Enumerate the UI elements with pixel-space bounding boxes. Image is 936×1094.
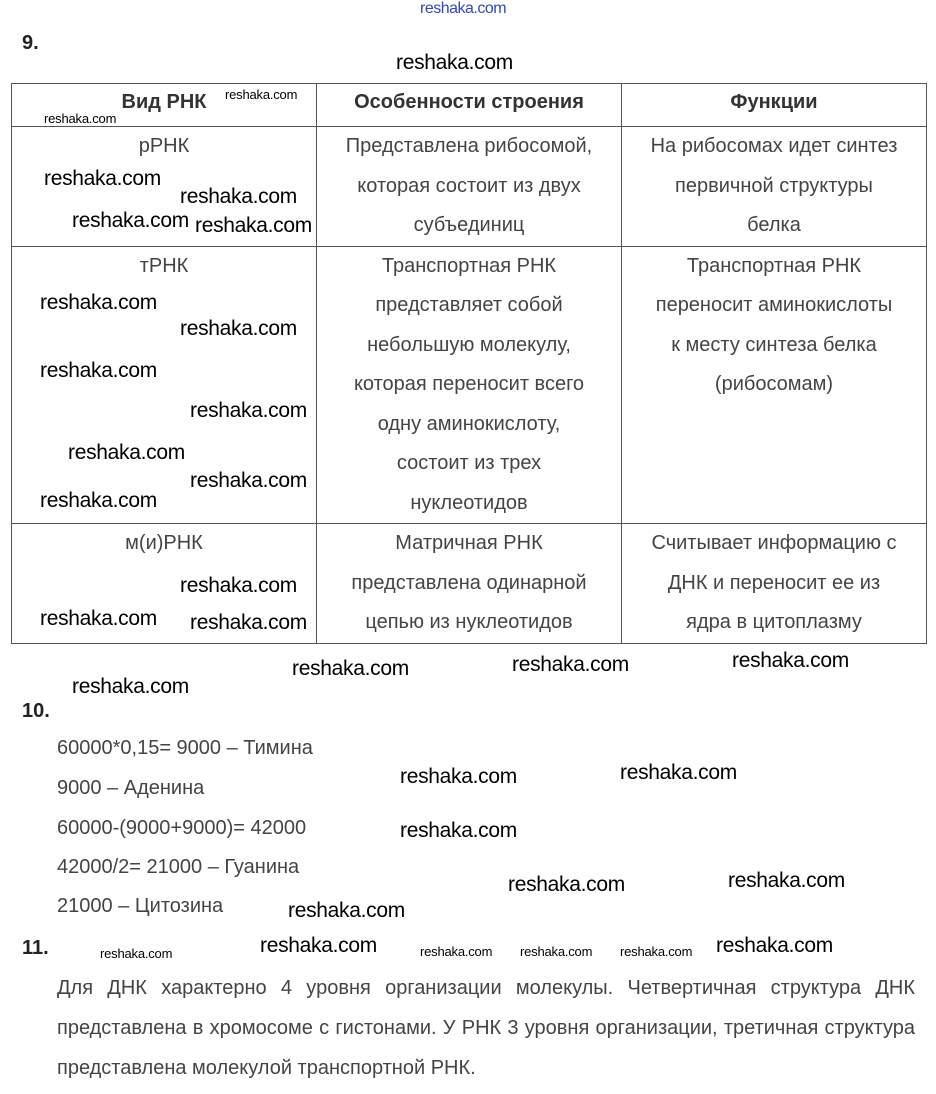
watermark: reshaka.com bbox=[620, 944, 693, 959]
cell-line: одну аминокислоту, bbox=[377, 412, 561, 435]
watermark: reshaka.com bbox=[620, 761, 737, 784]
task-9-number: 9. bbox=[22, 32, 39, 54]
cell-line: Транспортная РНК bbox=[381, 254, 557, 277]
watermark: reshaka.com bbox=[40, 489, 157, 512]
watermark: reshaka.com bbox=[44, 167, 161, 190]
cell-line: представлена одинарной bbox=[351, 571, 587, 594]
watermark: reshaka.com bbox=[508, 873, 625, 896]
cell-line: небольшую молекулу, bbox=[367, 333, 571, 356]
task-11-answer: Для ДНК характерно 4 уровня организации молекулы. Четвертичная структура ДНК представлена в хромосоме с гистонами. У РНК 3 уровня организации, третичная структура представлена молекулой транспортной РНК. bbox=[57, 977, 915, 1079]
cell-line: белка bbox=[747, 214, 801, 236]
watermark: reshaka.com bbox=[732, 649, 849, 672]
cell-line: Представлена рибосомой, bbox=[345, 135, 593, 157]
watermark: reshaka.com bbox=[40, 359, 157, 382]
cell-line: ядра в цитоплазму bbox=[686, 611, 862, 633]
watermark: reshaka.com bbox=[728, 869, 845, 892]
watermark: reshaka.com bbox=[288, 899, 405, 922]
cell-structure bbox=[317, 524, 622, 644]
cell-functions bbox=[622, 127, 927, 247]
cell-line: Транспортная РНК bbox=[686, 254, 862, 277]
watermark: reshaka.com bbox=[400, 819, 517, 842]
cell-line: субъединиц bbox=[413, 214, 525, 236]
cell-functions bbox=[622, 524, 927, 644]
watermark: reshaka.com bbox=[100, 946, 173, 961]
watermark: reshaka.com bbox=[400, 765, 517, 788]
cell-line: к месту синтеза белка bbox=[671, 333, 877, 356]
watermark: reshaka.com bbox=[68, 441, 185, 464]
cell-structure bbox=[317, 127, 622, 247]
calc-line: 9000 – Аденина bbox=[57, 777, 205, 799]
watermark: reshaka.com bbox=[420, 944, 493, 959]
header-rna-type: Вид РНК bbox=[12, 84, 317, 127]
cell-line: Считывает информацию с bbox=[651, 532, 897, 554]
watermark: reshaka.com bbox=[292, 657, 409, 680]
cell-line: нуклеотидов bbox=[410, 491, 528, 514]
watermark: reshaka.com bbox=[396, 51, 513, 74]
cell-line: цепью из нуклеотидов bbox=[365, 611, 573, 633]
cell-line: первичной структуры bbox=[675, 174, 873, 197]
watermark: reshaka.com bbox=[225, 87, 298, 102]
watermark: reshaka.com bbox=[190, 469, 307, 492]
watermark: reshaka.com bbox=[520, 944, 593, 959]
cell-line: которая переносит всего bbox=[353, 373, 585, 395]
watermark: reshaka.com bbox=[195, 214, 312, 237]
cell-line: м(и)РНК bbox=[125, 532, 203, 554]
cell-line: которая состоит из двух bbox=[357, 174, 581, 197]
watermark: reshaka.com bbox=[260, 934, 377, 957]
watermark: reshaka.com bbox=[180, 185, 297, 208]
watermark: reshaka.com bbox=[190, 399, 307, 422]
watermark: reshaka.com bbox=[420, 0, 507, 17]
cell-line: ДНК и переносит ее из bbox=[667, 571, 881, 594]
watermark: reshaka.com bbox=[72, 209, 189, 232]
header-structure: Особенности строения bbox=[317, 84, 622, 127]
calc-line: 42000/2= 21000 – Гуанина bbox=[57, 856, 300, 878]
watermark: reshaka.com bbox=[190, 611, 307, 634]
watermark: reshaka.com bbox=[180, 574, 297, 597]
watermark: reshaka.com bbox=[180, 317, 297, 340]
calc-line: 60000*0,15= 9000 – Тимина bbox=[57, 737, 313, 759]
watermark: reshaka.com bbox=[44, 111, 117, 126]
cell-functions bbox=[622, 246, 927, 524]
cell-line: Матричная РНК bbox=[395, 532, 543, 554]
cell-line: На рибосомах идет синтез bbox=[650, 135, 898, 157]
cell-line: (рибосомам) bbox=[714, 373, 834, 395]
task-11-number: 11. bbox=[22, 937, 49, 959]
watermark: reshaka.com bbox=[72, 675, 189, 698]
cell-line: переносит аминокислоты bbox=[655, 294, 893, 316]
watermark: reshaka.com bbox=[40, 291, 157, 314]
table-row bbox=[12, 246, 927, 524]
calc-line: 60000-(9000+9000)= 42000 bbox=[57, 817, 307, 839]
header-functions: Функции bbox=[622, 84, 927, 127]
cell-line: представляет собой bbox=[375, 294, 563, 316]
cell-line: состоит из трех bbox=[396, 452, 542, 474]
watermark: reshaka.com bbox=[512, 653, 629, 676]
watermark: reshaka.com bbox=[40, 607, 157, 630]
cell-line: тРНК bbox=[139, 254, 189, 277]
table-header-row bbox=[12, 84, 927, 127]
watermark: reshaka.com bbox=[716, 934, 833, 957]
cell-structure bbox=[317, 246, 622, 524]
calc-line: 21000 – Цитозина bbox=[57, 895, 224, 917]
task-10-number: 10. bbox=[22, 700, 50, 722]
cell-line: рРНК bbox=[138, 135, 190, 157]
